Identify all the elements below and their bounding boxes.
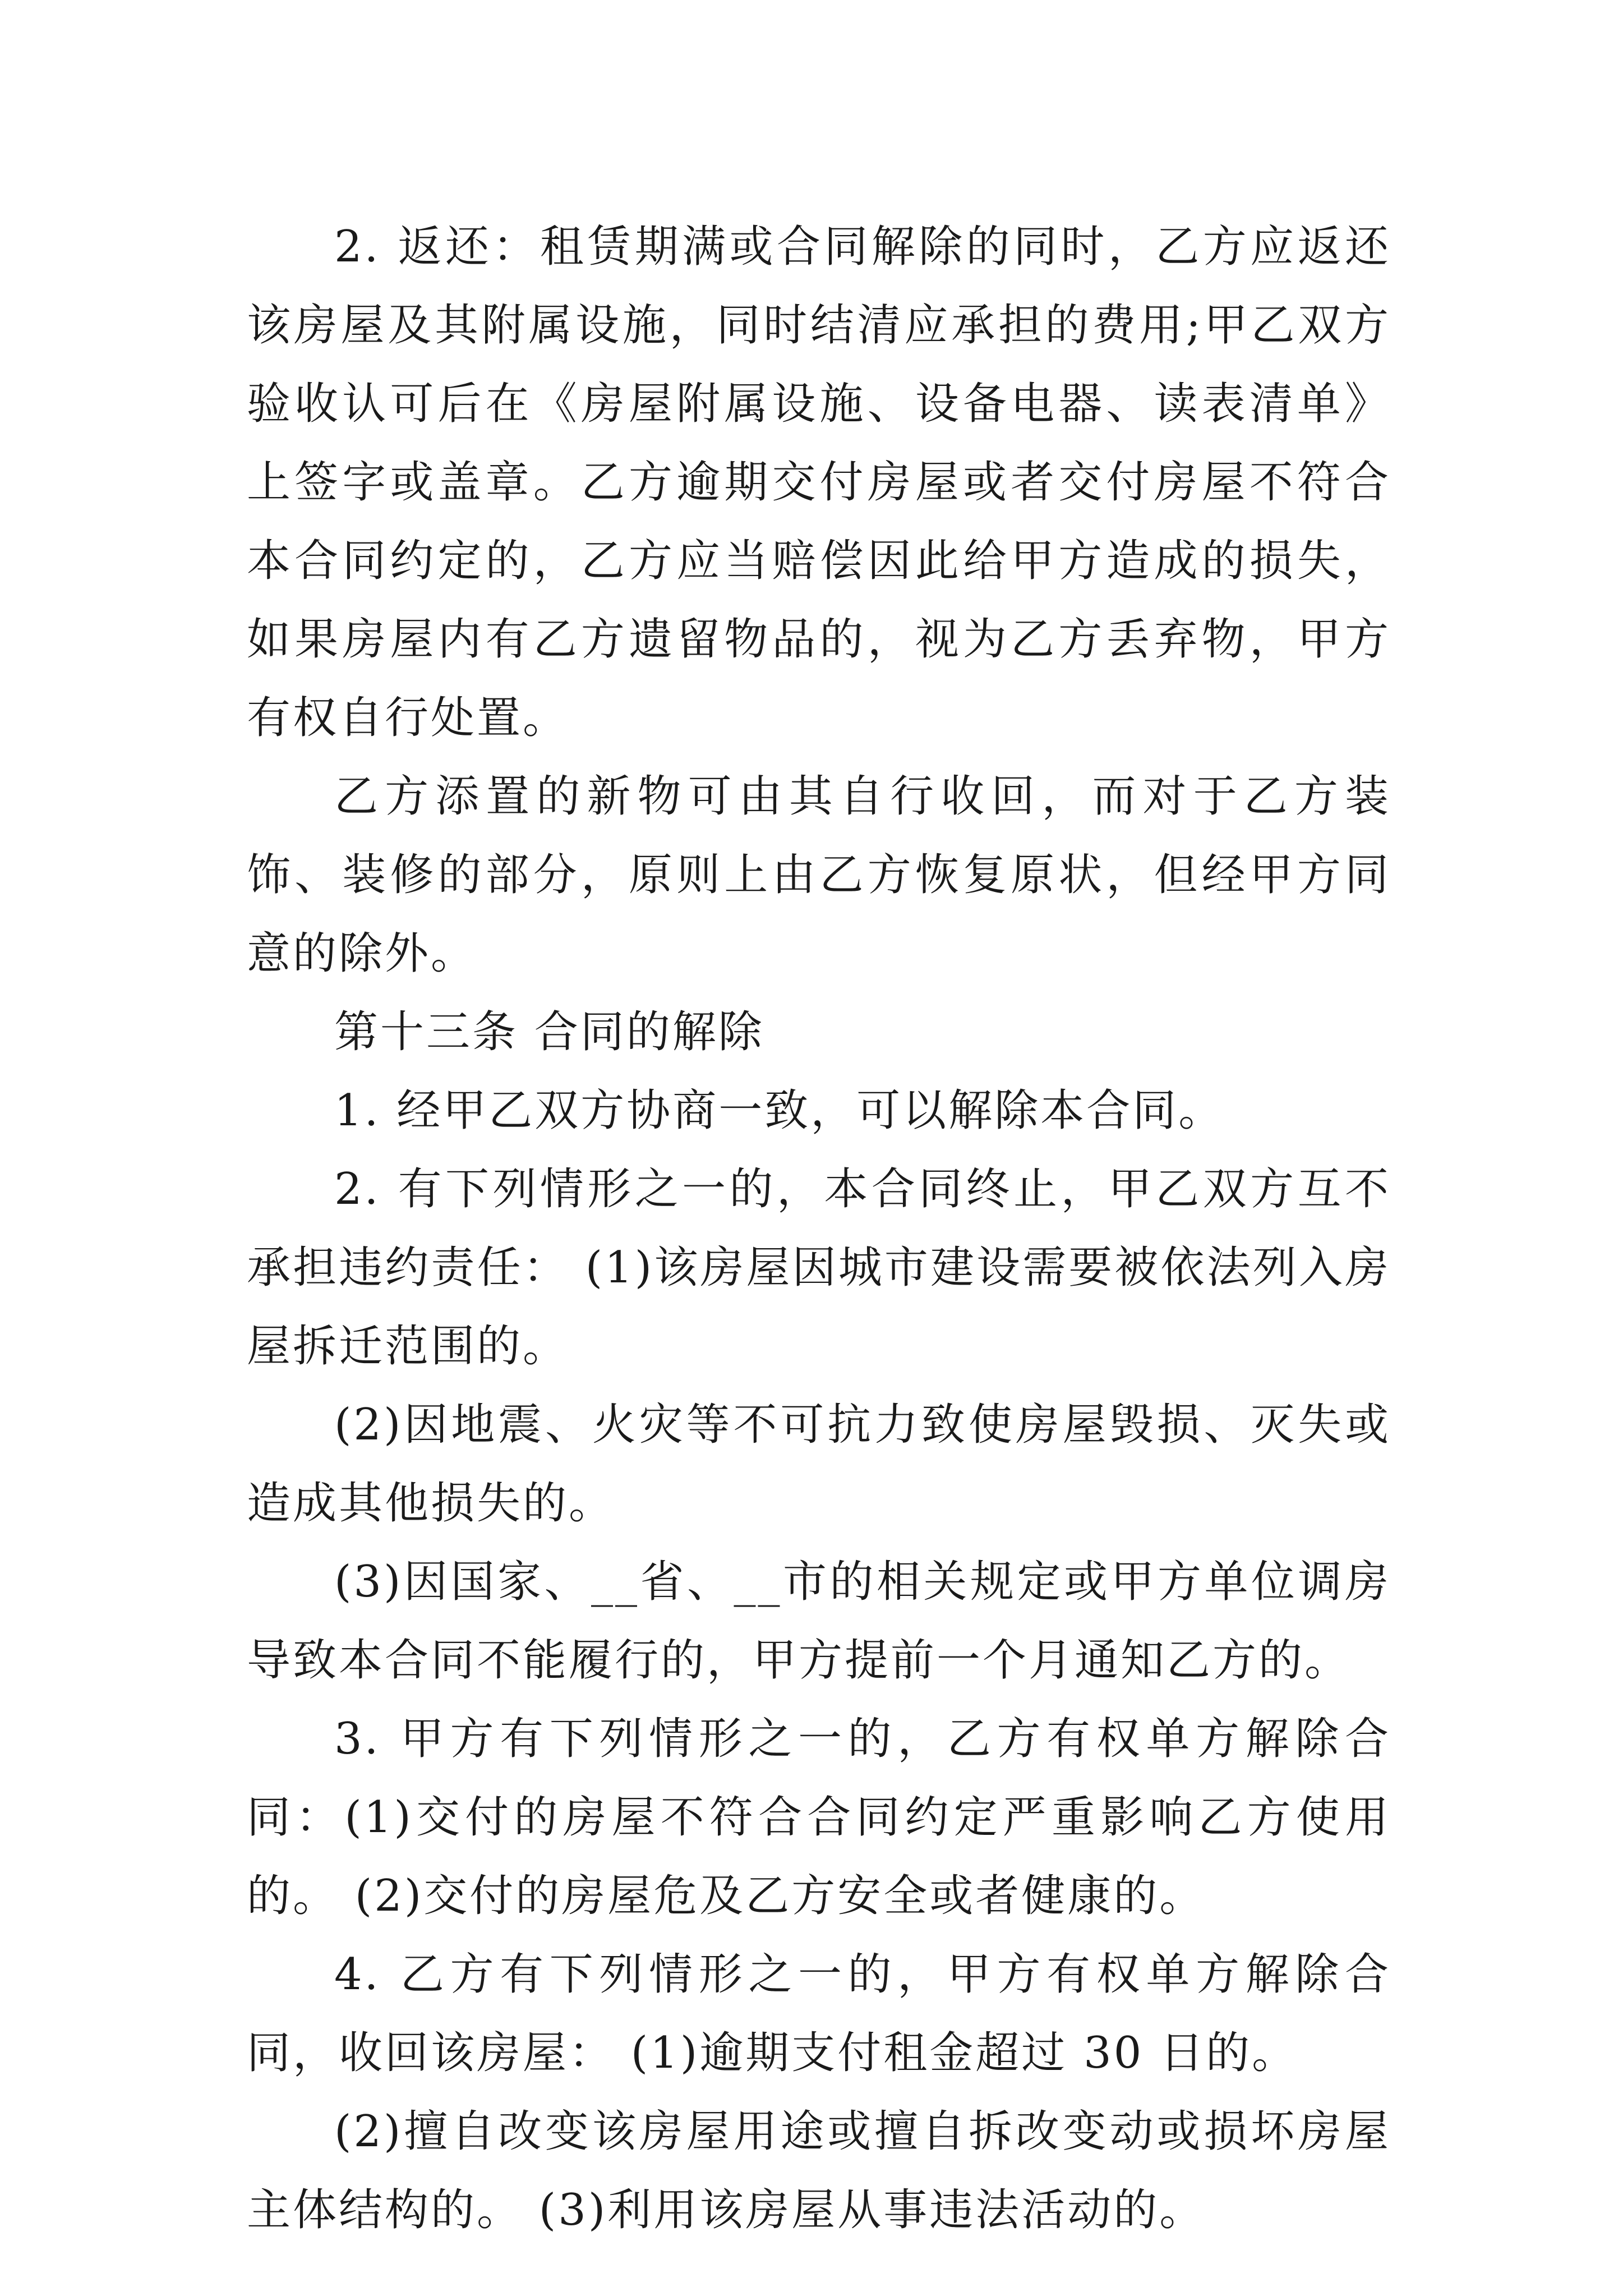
- document-body: [247, 208, 1391, 2249]
- paragraph-contract-termination: 2. 有下列情形之一的，本合同终止，甲乙双方互不承担违约责任： (1)该房屋因城市建设需要被依法列入房屋拆迁范围的。: [247, 1164, 1391, 1372]
- paragraph-added-items: 乙方添置的新物可由其自行收回，而对于乙方装饰、装修的部分，原则上由乙方恢复原状，但经甲方同意的除外。: [247, 771, 1391, 979]
- paragraph-return-clause: 2. 返还：租赁期满或合同解除的同时，乙方应返还该房屋及其附属设施，同时结清应承担的费用;甲乙双方验收认可后在《房屋附属设施、设备电器、读表清单》上签字或盖章。乙方逾期交付房屋或者交付房屋不符合本合同约定的，乙方应当赔偿因此给甲方造成的损失，如果房屋内有乙方遗留物品的，视为乙方丢弃物，甲方有权自行处置。: [247, 222, 1391, 743]
- section-heading-article-13: 第十三条 合同的解除: [334, 1007, 764, 1057]
- paragraph-structural-change: (2)擅自改变该房屋用途或擅自拆改变动或损坏房屋主体结构的。 (3)利用该房屋从事违法活动的。: [247, 2106, 1391, 2235]
- paragraph-mutual-termination: 1. 经甲乙双方协商一致，可以解除本合同。: [334, 1085, 1225, 1136]
- paragraph-government-regulation: (3)因国家、__省、__市的相关规定或甲方单位调房导致本合同不能履行的，甲方提前一个月通知乙方的。: [247, 1557, 1391, 1686]
- paragraph-party-b-right-to-terminate: 3. 甲方有下列情形之一的，乙方有权单方解除合同：(1)交付的房屋不符合合同约定严重影响乙方使用的。 (2)交付的房屋危及乙方安全或者健康的。: [247, 1714, 1391, 1921]
- paragraph-party-a-right-to-terminate: 4. 乙方有下列情形之一的，甲方有权单方解除合同，收回该房屋： (1)逾期支付租金超过 30 日的。: [247, 1949, 1391, 2078]
- paragraph-force-majeure: (2)因地震、火灾等不可抗力致使房屋毁损、灭失或造成其他损失的。: [247, 1400, 1391, 1529]
